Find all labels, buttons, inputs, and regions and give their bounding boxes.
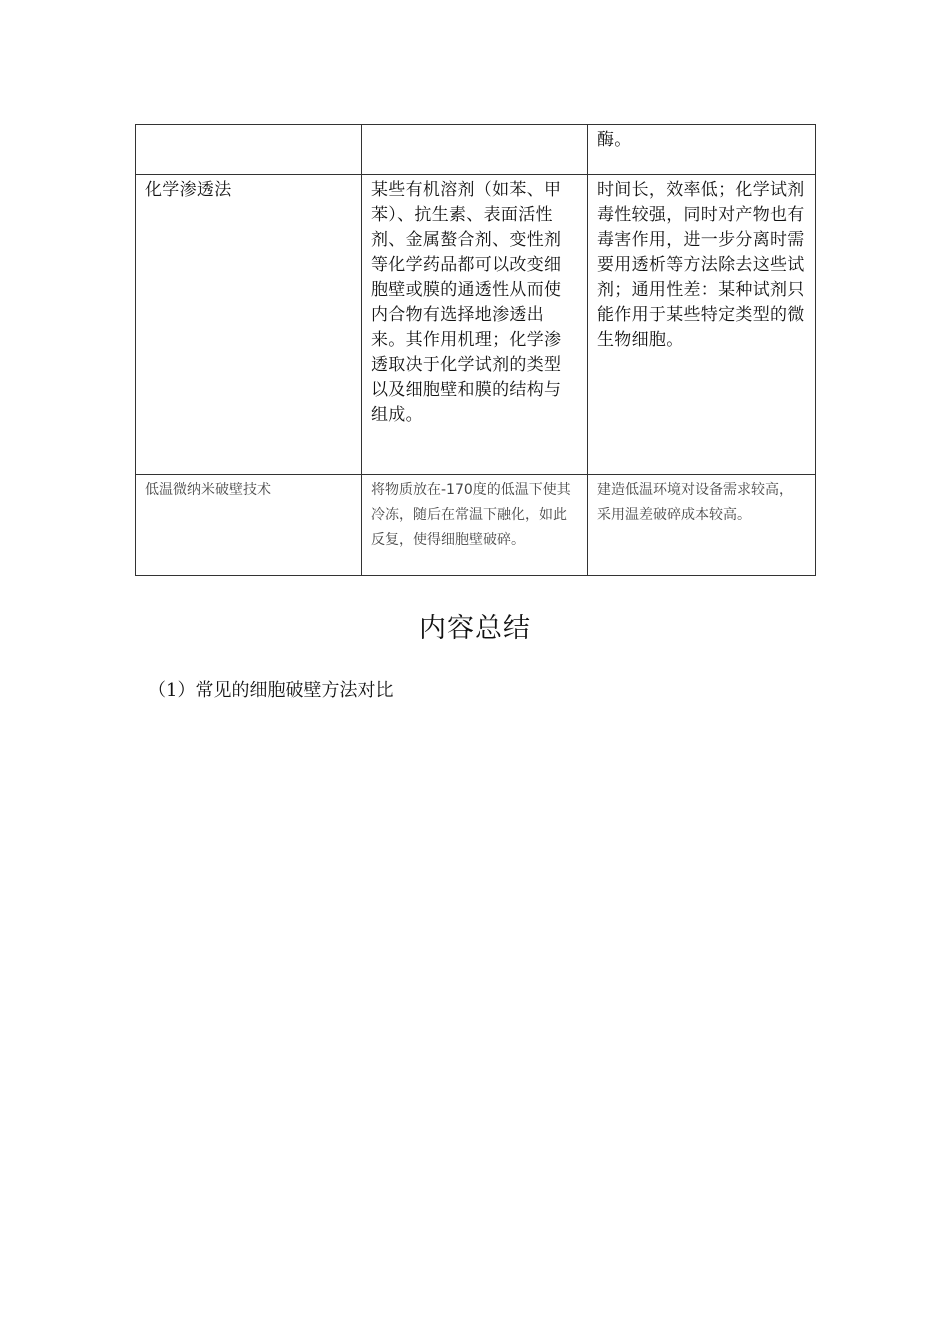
- summary-item: （1）常见的细胞破壁方法对比: [148, 680, 394, 701]
- principle-cell: 某些有机溶剂（如苯、甲苯）、抗生素、表面活性剂、金属螯合剂、变性剂等化学药品都可以改变细胞壁或膜的通透性从而使内合物有选择地渗透出来。其作用机理；化学渗透取决于化学试剂的类型以及细胞壁和膜的结构与组成。: [362, 175, 588, 475]
- drawback-cell: 建造低温环境对设备需求较高，采用温差破碎成本较高。: [588, 475, 816, 576]
- method-cell: 低温微纳米破壁技术: [136, 475, 362, 576]
- method-cell: 化学渗透法: [136, 175, 362, 475]
- drawback-cell: 时间长，效率低；化学试剂毒性较强，同时对产物也有毒害作用，进一步分离时需要用透析等方法除去这些试剂；通用性差：某种试剂只能作用于某些特定类型的微生物细胞。: [588, 175, 816, 475]
- drawback-cell: 酶。: [588, 125, 816, 175]
- section-title: 内容总结: [419, 613, 531, 644]
- principle-cell: [362, 125, 588, 175]
- table-row: [136, 175, 816, 475]
- table-row: [136, 125, 816, 175]
- table-row: [136, 475, 816, 576]
- cell-disruption-methods-table: [135, 124, 816, 576]
- principle-cell: 将物质放在-170度的低温下使其冷冻，随后在常温下融化，如此反复，使得细胞壁破碎。: [362, 475, 588, 576]
- method-cell: [136, 125, 362, 175]
